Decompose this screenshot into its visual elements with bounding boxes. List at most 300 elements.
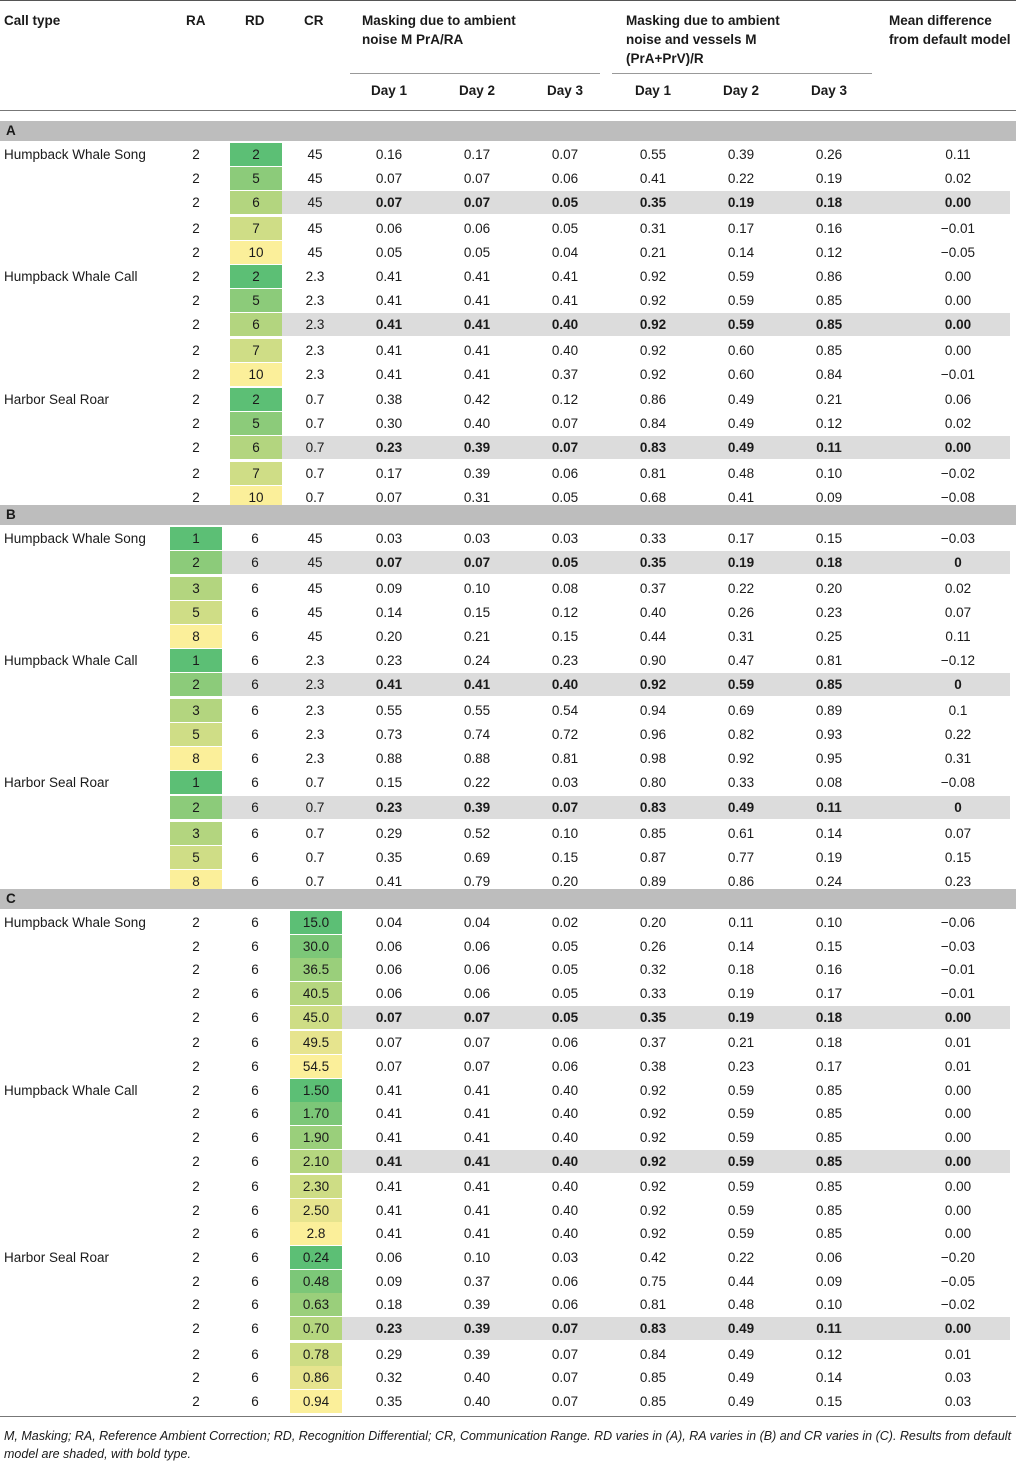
table-cell: 0.81 — [639, 1297, 667, 1312]
scaled-value-cell: 40.5 — [290, 982, 342, 1005]
table-cell: 0.55 — [375, 703, 403, 718]
table-cell: 6 — [251, 1347, 259, 1362]
table-cell: 0.41 — [375, 1154, 403, 1169]
table-cell: 0.39 — [463, 440, 491, 455]
table-cell: 0.01 — [944, 1347, 972, 1362]
table-cell: 6 — [251, 1274, 259, 1289]
table-cell: 0.85 — [815, 677, 843, 692]
table-cell: 0.42 — [639, 1250, 667, 1265]
table-cell: 2 — [192, 195, 200, 210]
section-label: C — [6, 891, 16, 906]
table-cell: 2 — [192, 1274, 200, 1289]
table-cell: 6 — [251, 1106, 259, 1121]
section-label: B — [6, 507, 16, 522]
table-cell: 6 — [251, 1250, 259, 1265]
scaled-value-cell: 1.90 — [290, 1126, 342, 1149]
table-cell: 0.40 — [551, 677, 579, 692]
table-cell: 0.19 — [815, 850, 843, 865]
table-cell: 0.11 — [945, 629, 971, 644]
table-cell: 0.60 — [727, 343, 755, 358]
table-cell: 6 — [251, 826, 259, 841]
table-cell: 0.41 — [551, 293, 579, 308]
table-cell: 0.49 — [727, 1394, 755, 1409]
table-cell: 0.01 — [944, 1059, 972, 1074]
table-cell: 0.33 — [639, 986, 667, 1001]
table-cell: 0.7 — [305, 874, 325, 889]
table-cell: 0.23 — [551, 653, 579, 668]
table-cell: 0.07 — [375, 195, 403, 210]
table-cell: 2.3 — [305, 727, 325, 742]
section-header — [0, 889, 1016, 909]
table-cell: 6 — [251, 751, 259, 766]
table-cell: 0.54 — [551, 703, 579, 718]
table-cell: 0.41 — [463, 269, 491, 284]
table-cell: 2 — [192, 1321, 200, 1336]
table-cell: 0.49 — [727, 392, 755, 407]
call-type-label: Harbor Seal Roar — [4, 1250, 110, 1265]
table-cell: 0.29 — [375, 1347, 403, 1362]
scaled-value-cell: 1 — [170, 649, 222, 672]
scaled-value-cell: 0.24 — [290, 1246, 342, 1269]
table-cell: −0.02 — [940, 1297, 976, 1312]
table-cell: 2 — [192, 317, 200, 332]
table-cell: 0.75 — [639, 1274, 667, 1289]
table-cell: 0.55 — [463, 703, 491, 718]
table-cell: 0.22 — [727, 1250, 755, 1265]
table-cell: 0.89 — [639, 874, 667, 889]
table-cell: 0.00 — [944, 1321, 972, 1336]
scaled-value-cell: 8 — [170, 625, 222, 648]
table-cell: 0.59 — [727, 293, 755, 308]
table-cell: 0.15 — [463, 605, 491, 620]
table-cell: 0.15 — [551, 629, 579, 644]
table-cell: 0.41 — [375, 1130, 403, 1145]
table-cell: 0.85 — [639, 826, 667, 841]
table-cell: −0.01 — [940, 986, 976, 1001]
table-cell: 0.41 — [375, 1179, 403, 1194]
table-cell: 0.22 — [727, 581, 755, 596]
table-cell: 0.40 — [551, 1130, 579, 1145]
table-cell: 0.00 — [944, 1226, 972, 1241]
table-cell: 2 — [192, 490, 200, 505]
table-cell: 0.7 — [305, 440, 325, 455]
table-cell: 0.19 — [727, 555, 755, 570]
header-call-type: Call type — [4, 13, 61, 28]
table-cell: 0.40 — [551, 1179, 579, 1194]
table-cell: 0.41 — [375, 874, 403, 889]
table-cell: 45 — [307, 629, 323, 644]
table-cell: 0.7 — [305, 490, 325, 505]
table-cell: 0.35 — [639, 555, 667, 570]
scaled-value-cell: 7 — [230, 217, 282, 240]
table-cell: 0.03 — [551, 1250, 579, 1265]
table-cell: 0.09 — [375, 1274, 403, 1289]
table-cell: 0.85 — [639, 1394, 667, 1409]
table-cell: 0.41 — [463, 677, 491, 692]
table-cell: 0.12 — [815, 1347, 843, 1362]
table-cell: 0.77 — [727, 850, 755, 865]
table-cell: 0.40 — [551, 317, 579, 332]
table-cell: 0.59 — [727, 269, 755, 284]
table-cell: 2 — [192, 367, 200, 382]
table-cell: 0.15 — [944, 850, 972, 865]
scaled-value-cell: 10 — [230, 486, 282, 509]
table-cell: 0.41 — [463, 1154, 491, 1169]
scaled-value-cell: 1.70 — [290, 1102, 342, 1125]
table-cell: 45 — [307, 605, 323, 620]
top-rule — [0, 0, 1016, 1]
table-cell: 0.21 — [463, 629, 491, 644]
table-cell: 0.17 — [727, 531, 755, 546]
table-cell: 6 — [251, 1130, 259, 1145]
table-cell: 0.85 — [815, 1083, 843, 1098]
header-ra: RA — [186, 13, 206, 28]
scaled-value-cell: 3 — [170, 577, 222, 600]
table-cell: 0.89 — [815, 703, 843, 718]
header-cr: CR — [304, 13, 324, 28]
table-cell: 0.40 — [551, 343, 579, 358]
table-cell: 0.59 — [727, 1154, 755, 1169]
table-cell: 0.07 — [944, 826, 972, 841]
table-cell: 0.29 — [375, 826, 403, 841]
table-cell: 0.02 — [944, 171, 972, 186]
table-cell: 0.05 — [551, 986, 579, 1001]
scaled-value-cell: 2 — [230, 265, 282, 288]
table-cell: 0.10 — [815, 1297, 843, 1312]
table-cell: 0.04 — [551, 245, 579, 260]
table-cell: 6 — [251, 703, 259, 718]
table-cell: 0.38 — [375, 392, 403, 407]
table-cell: 0.41 — [463, 367, 491, 382]
table-cell: 2 — [192, 269, 200, 284]
table-cell: 0.39 — [727, 147, 755, 162]
scaled-value-cell: 2 — [230, 143, 282, 166]
scaled-value-cell: 6 — [230, 436, 282, 459]
table-cell: 2 — [192, 1250, 200, 1265]
table-cell: 0.10 — [463, 581, 491, 596]
table-cell: 0.01 — [944, 1035, 972, 1050]
table-cell: 0.07 — [551, 1347, 579, 1362]
table-cell: 0.15 — [815, 939, 843, 954]
scaled-value-cell: 2 — [170, 551, 222, 574]
table-cell: 2 — [192, 221, 200, 236]
table-cell: −0.08 — [940, 775, 976, 790]
scaled-value-cell: 5 — [170, 846, 222, 869]
table-cell: 2 — [192, 1083, 200, 1098]
scaled-value-cell: 1.50 — [290, 1079, 342, 1102]
table-cell: 6 — [251, 1059, 259, 1074]
table-cell: 6 — [251, 531, 259, 546]
table-cell: −0.02 — [940, 466, 976, 481]
table-cell: 0.07 — [551, 1321, 579, 1336]
table-cell: 0.25 — [815, 629, 843, 644]
table-cell: 0.92 — [639, 1106, 667, 1121]
table-cell: 0.41 — [375, 317, 403, 332]
table-cell: 0.85 — [815, 317, 843, 332]
call-type-label: Humpback Whale Song — [4, 915, 146, 930]
table-cell: 0.12 — [551, 605, 579, 620]
table-cell: 0.06 — [551, 466, 579, 481]
table-cell: 0.06 — [815, 1250, 843, 1265]
table-cell: 0.39 — [463, 1297, 491, 1312]
table-cell: 0.07 — [551, 416, 579, 431]
table-cell: −0.05 — [940, 245, 976, 260]
table-cell: 0.59 — [727, 1226, 755, 1241]
table-cell: 0.41 — [463, 293, 491, 308]
table-cell: 0.49 — [727, 416, 755, 431]
table-cell: 2.3 — [305, 293, 325, 308]
table-cell: 0 — [954, 800, 962, 815]
table-cell: 0.35 — [375, 1394, 403, 1409]
table-cell: 0.69 — [727, 703, 755, 718]
table-cell: 0.41 — [375, 1203, 403, 1218]
table-cell: 0.11 — [816, 800, 842, 815]
table-cell: 0.07 — [551, 1370, 579, 1385]
table-cell: 0.85 — [815, 1203, 843, 1218]
table-cell: 0.00 — [944, 1106, 972, 1121]
table-cell: 0.17 — [463, 147, 491, 162]
table-cell: 0.07 — [375, 490, 403, 505]
scaled-value-cell: 2.10 — [290, 1150, 342, 1173]
table-cell: 0.40 — [463, 1394, 491, 1409]
table-cell: −0.12 — [940, 653, 976, 668]
table-cell: 0.41 — [463, 317, 491, 332]
table-cell: 6 — [251, 1297, 259, 1312]
scaled-value-cell: 7 — [230, 339, 282, 362]
table-cell: 0.15 — [551, 850, 579, 865]
table-cell: 0.7 — [305, 416, 325, 431]
table-cell: 0.73 — [375, 727, 403, 742]
table-cell: 0.37 — [463, 1274, 491, 1289]
table-cell: 0.06 — [375, 986, 403, 1001]
table-cell: 6 — [251, 581, 259, 596]
table-cell: 45 — [307, 555, 323, 570]
table-cell: 0.59 — [727, 1179, 755, 1194]
table-cell: 6 — [251, 1203, 259, 1218]
table-cell: 0.07 — [375, 1010, 403, 1025]
table-cell: 0.40 — [551, 1106, 579, 1121]
table-cell: 0.41 — [463, 1130, 491, 1145]
table-cell: 0.06 — [375, 221, 403, 236]
table-cell: 0.15 — [375, 775, 403, 790]
table-cell: 0.10 — [815, 466, 843, 481]
table-cell: 45 — [307, 195, 323, 210]
table-cell: 0.41 — [375, 1106, 403, 1121]
table-cell: 0.03 — [463, 531, 491, 546]
table-cell: 0.49 — [727, 1321, 755, 1336]
table-cell: 0.95 — [815, 751, 843, 766]
scaled-value-cell: 5 — [170, 723, 222, 746]
table-cell: 0.41 — [375, 343, 403, 358]
header-rule-ambient — [350, 73, 600, 74]
table-cell: 0.12 — [551, 392, 579, 407]
table-cell: 0.16 — [815, 962, 843, 977]
table-cell: 0.10 — [551, 826, 579, 841]
table-cell: 0.85 — [815, 1130, 843, 1145]
table-cell: 0.18 — [815, 195, 843, 210]
table-cell: 2 — [192, 293, 200, 308]
table-cell: 0.41 — [375, 1083, 403, 1098]
table-cell: 0.83 — [639, 800, 667, 815]
table-cell: 0.52 — [463, 826, 491, 841]
table-cell: 45 — [307, 245, 323, 260]
table-cell: 0.39 — [463, 800, 491, 815]
table-cell: 2 — [192, 939, 200, 954]
table-cell: 0.05 — [375, 245, 403, 260]
table-cell: 0.19 — [727, 1010, 755, 1025]
table-cell: 6 — [251, 653, 259, 668]
table-cell: 0.59 — [727, 1130, 755, 1145]
table-cell: 0.41 — [375, 367, 403, 382]
scaled-value-cell: 5 — [230, 167, 282, 190]
table-cell: 2 — [192, 1010, 200, 1025]
scaled-value-cell: 1 — [170, 771, 222, 794]
table-cell: 2 — [192, 1347, 200, 1362]
table-cell: 0.00 — [944, 1130, 972, 1145]
table-cell: 0.41 — [375, 1226, 403, 1241]
table-cell: 0.04 — [375, 915, 403, 930]
table-cell: 0.03 — [551, 775, 579, 790]
table-cell: 0.21 — [639, 245, 667, 260]
table-cell: 0.23 — [944, 874, 972, 889]
table-cell: 0.02 — [944, 416, 972, 431]
table-cell: 0.03 — [944, 1370, 972, 1385]
call-type-label: Humpback Whale Call — [4, 269, 138, 284]
header-day-3-vessels: Day 3 — [810, 83, 848, 98]
table-cell: 0.17 — [815, 1059, 843, 1074]
table-cell: 0.39 — [463, 466, 491, 481]
table-cell: 0.93 — [815, 727, 843, 742]
table-cell: 0.07 — [375, 171, 403, 186]
table-cell: 0.07 — [551, 1394, 579, 1409]
table-cell: 0.00 — [944, 440, 972, 455]
table-cell: −0.03 — [940, 531, 976, 546]
table-cell: 0.14 — [815, 826, 843, 841]
table-cell: 0.41 — [639, 171, 667, 186]
call-type-label: Harbor Seal Roar — [4, 392, 110, 407]
table-cell: 0.24 — [463, 653, 491, 668]
table-cell: 0.18 — [727, 962, 755, 977]
table-cell: 0.07 — [551, 147, 579, 162]
table-cell: 0.14 — [727, 245, 755, 260]
table-cell: 0.24 — [815, 874, 843, 889]
table-cell: 0.05 — [551, 490, 579, 505]
table-cell: 0.7 — [305, 826, 325, 841]
scaled-value-cell: 0.70 — [290, 1317, 342, 1340]
table-cell: 0.60 — [727, 367, 755, 382]
scaled-value-cell: 0.86 — [290, 1366, 342, 1389]
table-cell: 0.00 — [944, 1203, 972, 1218]
table-cell: 6 — [251, 874, 259, 889]
table-cell: 0.07 — [375, 1059, 403, 1074]
table-cell: 0.15 — [815, 1394, 843, 1409]
table-cell: 0.74 — [463, 727, 491, 742]
table-cell: 0.41 — [463, 1083, 491, 1098]
scaled-value-cell: 0.63 — [290, 1293, 342, 1316]
table-cell: 0.41 — [463, 343, 491, 358]
table-cell: 0.18 — [815, 1035, 843, 1050]
table-cell: 0.07 — [375, 555, 403, 570]
table-cell: 0.31 — [727, 629, 755, 644]
table-cell: 0.18 — [375, 1297, 403, 1312]
table-cell: 0.22 — [727, 171, 755, 186]
table-cell: 0.85 — [815, 1106, 843, 1121]
table-cell: 0.84 — [639, 416, 667, 431]
table-cell: 0.02 — [944, 581, 972, 596]
scaled-value-cell: 10 — [230, 363, 282, 386]
table-cell: 0.41 — [463, 1179, 491, 1194]
table-cell: 0.38 — [639, 1059, 667, 1074]
table-cell: 0.41 — [551, 269, 579, 284]
table-cell: 0.41 — [727, 490, 755, 505]
table-cell: 2 — [192, 1179, 200, 1194]
table-cell: 0.32 — [639, 962, 667, 977]
table-cell: 0.23 — [815, 605, 843, 620]
table-cell: 2.3 — [305, 269, 325, 284]
table-cell: 0.20 — [375, 629, 403, 644]
table-cell: 0.92 — [727, 751, 755, 766]
table-cell: 6 — [251, 915, 259, 930]
table-cell: 0.92 — [639, 1203, 667, 1218]
table-cell: 0.31 — [463, 490, 491, 505]
table-cell: 0.7 — [305, 850, 325, 865]
table-cell: 0.09 — [375, 581, 403, 596]
table-cell: 0.7 — [305, 392, 325, 407]
table-cell: 6 — [251, 555, 259, 570]
table-cell: 0.07 — [551, 440, 579, 455]
table-cell: 6 — [251, 1226, 259, 1241]
table-cell: 0.86 — [815, 269, 843, 284]
table-cell: 0.35 — [639, 195, 667, 210]
scaled-value-cell: 54.5 — [290, 1055, 342, 1078]
table-cell: 0.06 — [375, 962, 403, 977]
table-cell: 0.1 — [948, 703, 968, 718]
table-cell: 0.85 — [815, 293, 843, 308]
table-cell: 0.40 — [639, 605, 667, 620]
table-cell: 2 — [192, 1203, 200, 1218]
table-cell: 6 — [251, 1083, 259, 1098]
scaled-value-cell: 7 — [230, 462, 282, 485]
section-label: A — [6, 123, 16, 138]
table-cell: 6 — [251, 962, 259, 977]
table-cell: 0.20 — [551, 874, 579, 889]
call-type-label: Humpback Whale Call — [4, 1083, 138, 1098]
table-cell: 0.92 — [639, 1226, 667, 1241]
table-cell: 0.35 — [375, 850, 403, 865]
table-cell: 0.00 — [944, 1154, 972, 1169]
table-cell: 0.85 — [815, 1226, 843, 1241]
table-cell: 0.06 — [551, 1297, 579, 1312]
table-cell: 0.06 — [463, 939, 491, 954]
table-cell: 0.11 — [728, 915, 754, 930]
table-cell: 2 — [192, 440, 200, 455]
table-cell: 0.20 — [815, 581, 843, 596]
table-cell: 0.26 — [639, 939, 667, 954]
table-cell: 2.3 — [305, 703, 325, 718]
table-cell: 0.69 — [463, 850, 491, 865]
scaled-value-cell: 2.8 — [290, 1222, 342, 1245]
table-cell: 0.79 — [463, 874, 491, 889]
scaled-value-cell: 2 — [170, 796, 222, 819]
header-day-2: Day 2 — [458, 83, 496, 98]
table-cell: 0.16 — [375, 147, 403, 162]
call-type-label: Humpback Whale Song — [4, 531, 146, 546]
table-cell: 0.86 — [727, 874, 755, 889]
table-cell: 0.40 — [463, 1370, 491, 1385]
table-cell: 0.59 — [727, 317, 755, 332]
table-cell: 0.07 — [944, 605, 972, 620]
table-cell: 45 — [307, 171, 323, 186]
